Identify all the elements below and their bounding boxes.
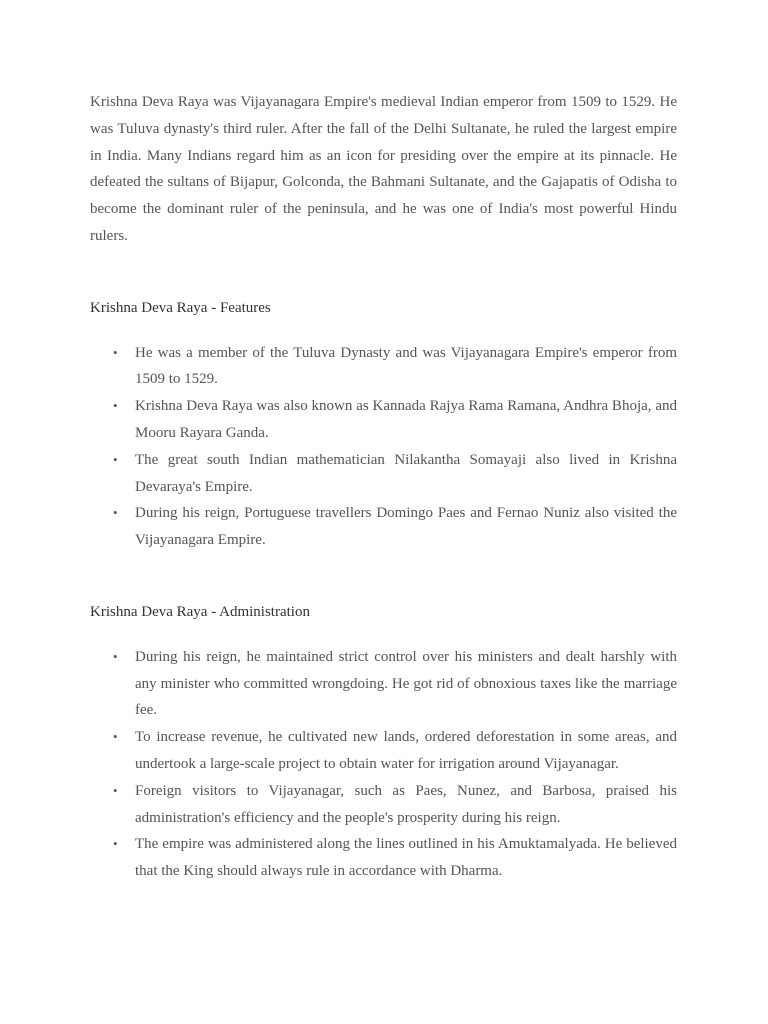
list-item-text: To increase revenue, he cultivated new lands, ordered deforestation in some areas, and undertook a large-scale project to obtain water for irrigation around Vijayanagar. bbox=[135, 729, 677, 772]
list-item-text: Foreign visitors to Vijayanagar, such as Paes, Nunez, and Barbosa, praised his administration's efficiency and the people's prosperity during his reign. bbox=[135, 782, 677, 826]
administration-list bbox=[90, 644, 677, 885]
list-item-text: The great south Indian mathematician Nilakantha Somayaji also lived in Krishna Devaraya's Empire. bbox=[135, 451, 677, 495]
bullet-icon: • bbox=[113, 836, 118, 852]
list-item bbox=[113, 778, 677, 832]
list-item bbox=[113, 644, 677, 724]
list-item-text: He was a member of the Tuluva Dynasty and was Vijayanagara Empire's emperor from 1509 to 1529. bbox=[135, 344, 677, 388]
bullet-icon: • bbox=[113, 505, 118, 521]
bullet-icon: • bbox=[113, 782, 118, 798]
intro-paragraph: Krishna Deva Raya was Vijayanagara Empire's medieval Indian emperor from 1509 to 1529. He was Tuluva dynasty's third ruler. After the fall of the Delhi Sultanate, he ruled the largest empire in India. Many Indians regard him as an icon for presiding over the empire at its pinnacle. He defeated the sultans of Bijapur, Golconda, the Bahmani Sultanate, and the Gajapatis of Odisha to become the dominant ruler of the peninsula, and he was one of India's most powerful Hindu rulers. bbox=[90, 94, 677, 244]
document-page bbox=[90, 89, 677, 885]
list-item bbox=[113, 447, 677, 501]
features-list bbox=[90, 340, 677, 554]
bullet-icon: • bbox=[113, 648, 118, 664]
section-heading-features: Krishna Deva Raya - Features bbox=[90, 299, 271, 316]
list-item bbox=[113, 724, 677, 778]
list-item bbox=[113, 340, 677, 394]
list-item-text: The empire was administered along the lines outlined in his Amuktamalyada. He believed that the King should always rule in accordance with Dharma. bbox=[135, 836, 677, 880]
list-item bbox=[113, 393, 677, 447]
section-heading-administration: Krishna Deva Raya - Administration bbox=[90, 603, 310, 620]
bullet-icon: • bbox=[113, 729, 118, 745]
list-item-text: During his reign, he maintained strict control over his ministers and dealt harshly with any minister who committed wrongdoing. He got rid of obnoxious taxes like the marriage fee. bbox=[135, 648, 677, 719]
bullet-icon: • bbox=[113, 344, 118, 360]
list-item-text: Krishna Deva Raya was also known as Kannada Rajya Rama Ramana, Andhra Bhoja, and Mooru Rayara Ganda. bbox=[135, 398, 677, 441]
bullet-icon: • bbox=[113, 451, 118, 467]
list-item bbox=[113, 500, 677, 554]
list-item-text: During his reign, Portuguese travellers Domingo Paes and Fernao Nuniz also visited the Vijayanagara Empire. bbox=[135, 505, 677, 549]
bullet-icon: • bbox=[113, 398, 118, 414]
list-item bbox=[113, 831, 677, 885]
